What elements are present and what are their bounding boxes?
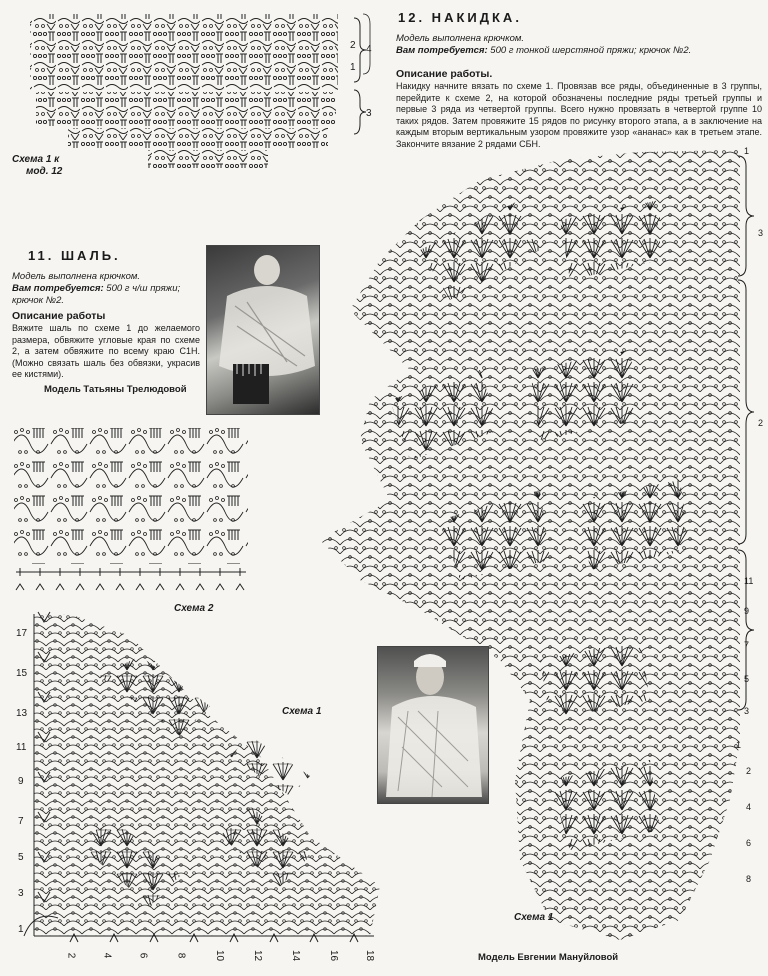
section11-title: 11. ШАЛЬ. (28, 248, 121, 263)
col-number: 14 (290, 949, 302, 962)
top-chart-label-2: 2 (350, 40, 356, 51)
section12-need-label: Вам потребуется: (396, 45, 488, 56)
section12-desc-title: Описание работы. (396, 68, 493, 80)
col-number: 6 (137, 952, 149, 959)
cape-label: 8 (746, 874, 752, 884)
photo-cape-figure (378, 647, 489, 804)
caption-schema1-right: Схема 1 (514, 912, 554, 923)
cape-label: 6 (746, 838, 752, 848)
schema1-col-numbers (60, 950, 390, 970)
row-number: 11 (16, 742, 27, 753)
col-number: 10 (214, 949, 226, 962)
caption-schema1-left: Схема 1 (282, 706, 322, 717)
top-chart-label-1: 1 (350, 62, 356, 73)
section11-desc-title: Описание работы (12, 310, 106, 322)
col-number: 8 (175, 952, 187, 959)
cape-label: 1 (744, 146, 750, 156)
row-number: 1 (18, 924, 24, 935)
cape-label: 2 (758, 418, 764, 428)
caption-schema1-line1: Схема 1 к (12, 154, 60, 165)
chart-schema2-border (10, 424, 250, 600)
cape-label: 4 (746, 802, 752, 812)
caption-schema1-line2: мод. 12 (26, 166, 63, 177)
photo-cape-model (377, 646, 489, 804)
top-chart-label-3: 3 (366, 108, 372, 119)
row-number: 7 (18, 816, 24, 827)
row-number: 13 (16, 708, 28, 719)
cape-label: 11 (744, 576, 754, 586)
row-number: 15 (16, 668, 28, 679)
section12-meta-need (396, 45, 766, 57)
cape-label: 2 (746, 766, 752, 776)
section12-desc-text: Накидку начните вязать по схеме 1. Провязав все ряды, объединенные в 3 группы, перейдите к схеме 2, на которой обозначены последние ряды третьей группы и первые 3 ряда из четвертой группы. Всего нужно провязать в четвертой группе 10 таких рядов. Затем провяжите 15 рядов по рисунку второго этапа, а в заключение на каждым вторым вертикальным узором провяжите узор «ананас» как в третьем этапе. Закончите вязание 2 рядами СБН. (396, 81, 762, 149)
row-number: 5 (18, 852, 24, 863)
cape-label: 7 (744, 640, 750, 650)
section11-meta-need (12, 283, 202, 307)
cape-label: 3 (744, 706, 750, 716)
cape-label: 5 (744, 674, 750, 684)
section12-meta (396, 33, 766, 57)
col-number: 16 (328, 949, 340, 962)
section12-title: 12. НАКИДКА. (398, 10, 522, 25)
cape-label: 1 (736, 740, 742, 750)
cape-label: 9 (744, 606, 750, 616)
row-number: 9 (18, 776, 24, 787)
caption-schema2: Схема 2 (174, 603, 214, 614)
section11-need-value: 500 г ч/ш пряжи; крючок №2. (12, 283, 181, 306)
col-number: 4 (101, 952, 113, 959)
row-number: 17 (16, 628, 28, 639)
col-number: 12 (252, 949, 264, 962)
section11-meta (12, 271, 202, 307)
col-number: 2 (65, 952, 77, 959)
section12-credit: Модель Евгении Мануйловой (478, 952, 619, 963)
section11-meta-line1: Модель выполнена крючком. (12, 271, 141, 282)
top-chart-label-4: 4 (366, 44, 372, 55)
caption-schema1-mod12 (12, 154, 62, 178)
row-number: 3 (18, 888, 24, 899)
section11-credit: Модель Татьяны Трелюдовой (44, 384, 187, 395)
section11-need-label: Вам потребуется: (12, 283, 104, 294)
section12-meta-line1: Модель выполнена крючком. (396, 33, 525, 44)
section11-desc-text: Вяжите шаль по схеме 1 до желаемого размера, обвяжите угловые края по схеме 2, а затем обвяжите по всему краю С1Н. (Можно связать шаль без обвязки, украсив ее кистями). (12, 323, 200, 380)
col-number: 18 (364, 949, 376, 962)
chart-schema1-cape (300, 140, 762, 950)
cape-label: 3 (758, 228, 764, 238)
section12-need-value: 500 г тонкой шерстяной пряжи; крючок №2. (487, 45, 692, 56)
